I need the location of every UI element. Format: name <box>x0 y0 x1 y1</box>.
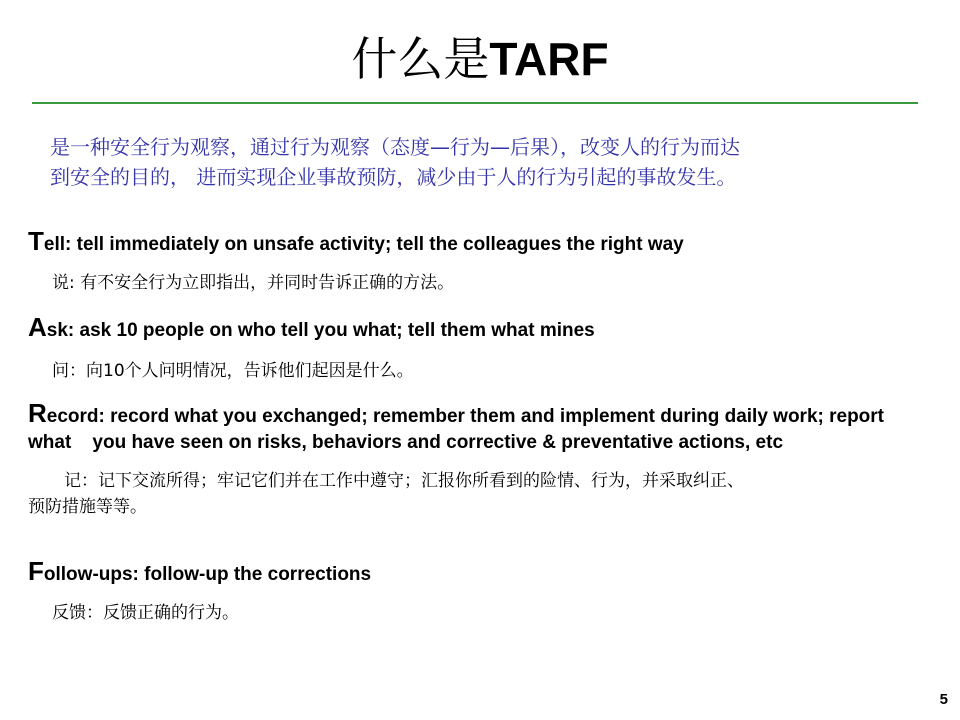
intro-paragraph <box>50 132 910 192</box>
followups-section <box>28 558 928 626</box>
record-english-text: ecord: record what you exchanged; remember them and implement during daily work; report what you have seen on risks, behaviors and corrective & preventative actions, etc <box>28 406 900 453</box>
ask-chinese: 问：向10个人问明情况，告诉他们起因是什么。 <box>52 361 414 381</box>
followups-initial: F <box>28 556 44 586</box>
intro-line: 是一种安全行为观察，通过行为观察（态度—行为—后果），改变人的行为而达 <box>50 135 740 159</box>
intro-line: 到安全的目的， 进而实现企业事故预防，减少由于人的行为引起的事故发生。 <box>50 165 737 189</box>
tell-english <box>28 228 928 258</box>
ask-section <box>28 314 928 384</box>
ask-initial: A <box>28 312 47 342</box>
record-initial: R <box>28 398 47 428</box>
title-divider <box>32 102 918 104</box>
record-english <box>28 400 908 456</box>
ask-english-text: sk: ask 10 people on who tell you what; tell them what mines <box>46 320 595 341</box>
page-title-chinese: 什么是 <box>351 32 490 86</box>
record-chinese-line: 记：记下交流所得；牢记它们并在工作中遵守；汇报你所看到的险情、行为，并采取纠正、 <box>64 471 744 491</box>
page-title-english: TARF <box>489 33 609 85</box>
page-number: 5 <box>939 691 948 708</box>
ask-english <box>28 314 928 344</box>
followups-english <box>28 558 928 588</box>
tell-english-text: ell: tell immediately on unsafe activity; tell the colleagues the right way <box>43 234 684 255</box>
record-chinese-line: 预防措施等等。 <box>28 497 147 517</box>
tell-section <box>28 228 928 296</box>
tell-initial: T <box>28 226 44 256</box>
followups-english-text: ollow-ups: follow-up the corrections <box>43 564 372 585</box>
followups-chinese: 反馈：反馈正确的行为。 <box>52 603 239 623</box>
record-section <box>28 400 908 520</box>
page-title <box>0 28 960 90</box>
tell-chinese: 说: 有不安全行为立即指出，并同时告诉正确的方法。 <box>52 273 455 293</box>
